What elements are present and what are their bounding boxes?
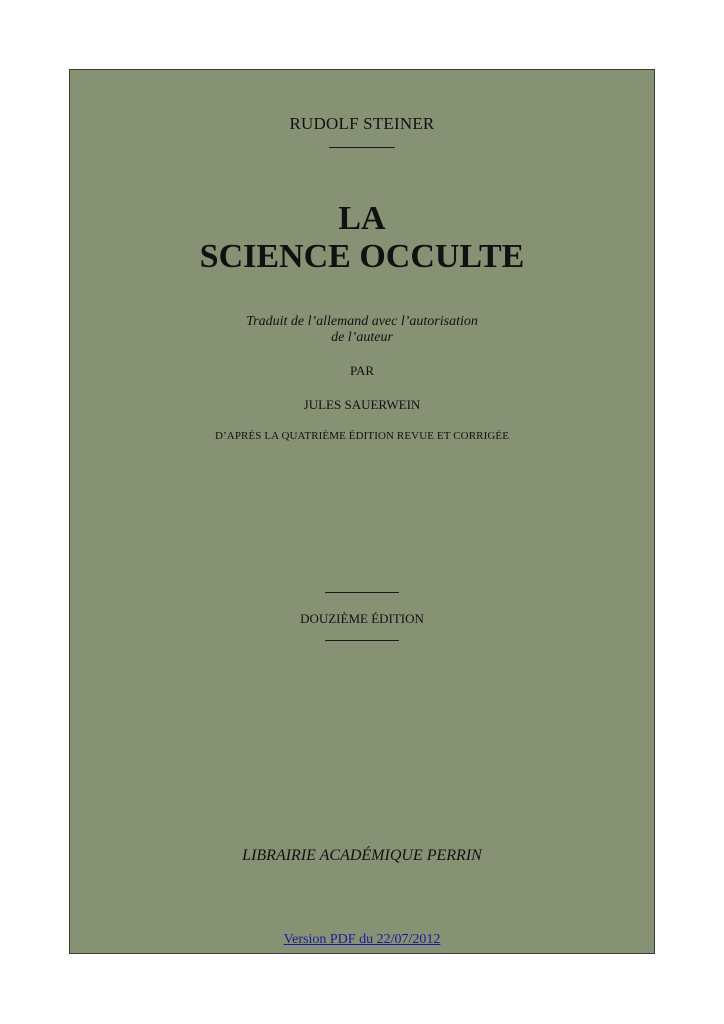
translation-note-line-1: Traduit de l’allemand avec l’autorisation: [246, 314, 478, 329]
version-pdf-link[interactable]: Version PDF du 22/07/2012: [283, 932, 441, 947]
translation-note-line-2: de l’auteur: [331, 330, 393, 345]
book-title: [70, 200, 654, 276]
author-divider: [329, 147, 395, 148]
edition-note: D’APRÈS LA QUATRIÈME ÉDITION REVUE ET CORRIGÉE: [214, 430, 510, 442]
edition-divider-bottom: [325, 640, 399, 641]
translator-name: JULES SAUERWEIN: [303, 397, 421, 412]
book-cover: [69, 69, 655, 954]
par-label: PAR: [349, 363, 375, 378]
author-name: RUDOLF STEINER: [289, 114, 435, 133]
version-footer: [70, 932, 654, 948]
edition-label: DOUZIÈME ÉDITION: [300, 611, 424, 626]
title-line-2: SCIENCE OCCULTE: [199, 238, 525, 275]
edition-divider-top: [325, 592, 399, 593]
title-line-1: LA: [338, 200, 386, 237]
publisher-name: LIBRAIRIE ACADÉMIQUE PERRIN: [242, 847, 482, 864]
translation-note: [70, 314, 654, 346]
